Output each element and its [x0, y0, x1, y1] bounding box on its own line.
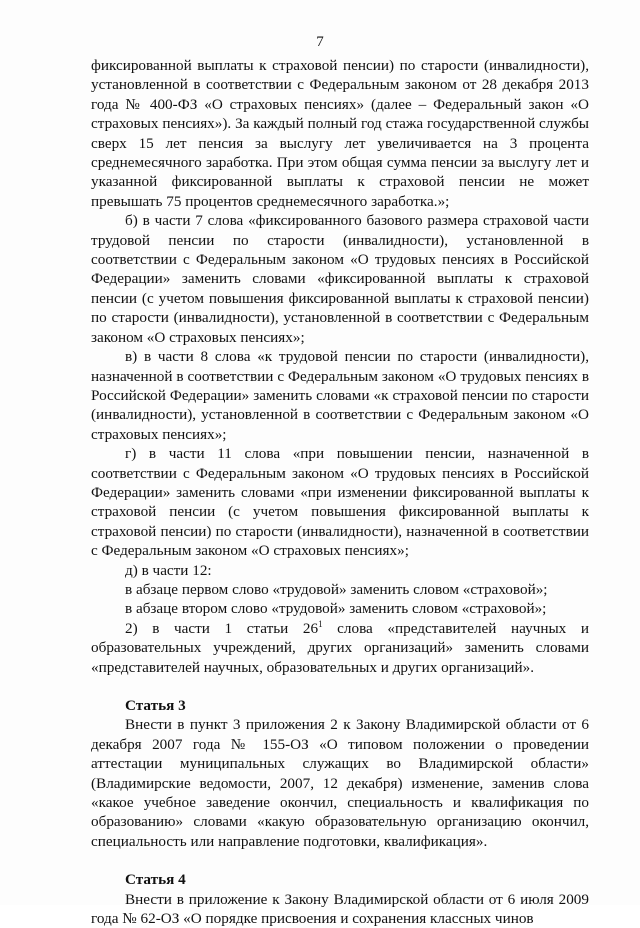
paragraph-continuation: фиксированной выплаты к страховой пенсии) по старости (инвалидности), установленной в соответствии с Федеральным законом от 28 декабря 2013 года № 400-ФЗ «О страховых пенсиях» (далее – Федеральный закон «О страховых пенсиях»). За каждый полный год стажа государственной службы сверх 15 лет пенсия за выслугу лет увеличивается на 3 процента среднемесячного заработка. При этом общая сумма пенсии за выслугу лет и указанной фиксированной выплаты к страховой пенсии не может превышать 75 процентов среднемесячного заработка.»; [91, 57, 589, 210]
paragraph-item-d-second: в абзаце втором слово «трудовой» заменить словом «страховой»; [125, 600, 547, 618]
article-3-text: Внести в пункт 3 приложения 2 к Закону Владимирской области от 6 декабря 2007 года № 155-ОЗ «О типовом положении о проведении аттестации муниципальных служащих во Владимирской области» (Владимирские ведомости, 2007, 12 декабря) изменение, заменив слова «какое учебное заведение окончил, специальность и квалификация по образованию» словами «какую образовательную организацию окончил, специальность или направление подготовки, квалификация». [91, 716, 589, 850]
item-2-text-start: 2) в части 1 статьи 26 [125, 619, 319, 637]
article-3-heading: Статья 3 [125, 697, 186, 714]
document-body [91, 56, 589, 928]
page-number: 7 [316, 34, 324, 50]
paragraph-item-v: в) в части 8 слова «к трудовой пенсии по старости (инвалидности), назначенной в соответствии с Федеральным законом «О трудовых пенсиях в Российской Федерации» заменить словами «к страховой пенсии по старости (инвалидности), установленной в соответствии с Федеральным законом «О страховых пенсиях»; [91, 348, 589, 443]
item-2-superscript: 1 [318, 618, 323, 629]
spacer [91, 677, 589, 696]
article-4-heading: Статья 4 [125, 871, 186, 889]
article-4-text: Внести в приложение к Закону Владимирской области от 6 июля 2009 года № 62-ОЗ «О порядке присвоения и сохранения классных чинов [91, 890, 589, 928]
paragraph-item-d-first: в абзаце первом слово «трудовой» заменить словом «страховой»; [125, 580, 548, 598]
paragraph-item-b: б) в части 7 слова «фиксированного базового размера страховой части трудовой пенсии по старости (инвалидности), установленной в соответствии с Федеральным законом «О трудовых пенсиях в Российской Федерации» заменить словами «фиксированной выплаты к страховой пенсии (с учетом повышения фиксированной выплаты к страховой пенсии) по старости (инвалидности), установленной в соответствии с Федеральным законом «О страховых пенсиях»; [91, 212, 589, 346]
item-2-text-end: слова «представителей научных и образовательных учреждений, других организаций» заменить словами «представителей научных, образовательных и других организаций». [91, 619, 589, 676]
paragraph-item-d: д) в части 12: [125, 561, 212, 579]
spacer [91, 851, 589, 870]
paragraph-item-g: г) в части 11 слова «при повышении пенсии, назначенной в соответствии с Федеральным законом «О трудовых пенсиях в Российской Федерации» заменить словами «при изменении фиксированной выплаты к страховой пенсии (с учетом повышения фиксированной выплаты к страховой пенсии) по старости (инвалидности), назначенной в соответствии с Федеральным законом «О страховых пенсиях»; [91, 445, 589, 560]
paragraph-item-2 [91, 619, 589, 677]
